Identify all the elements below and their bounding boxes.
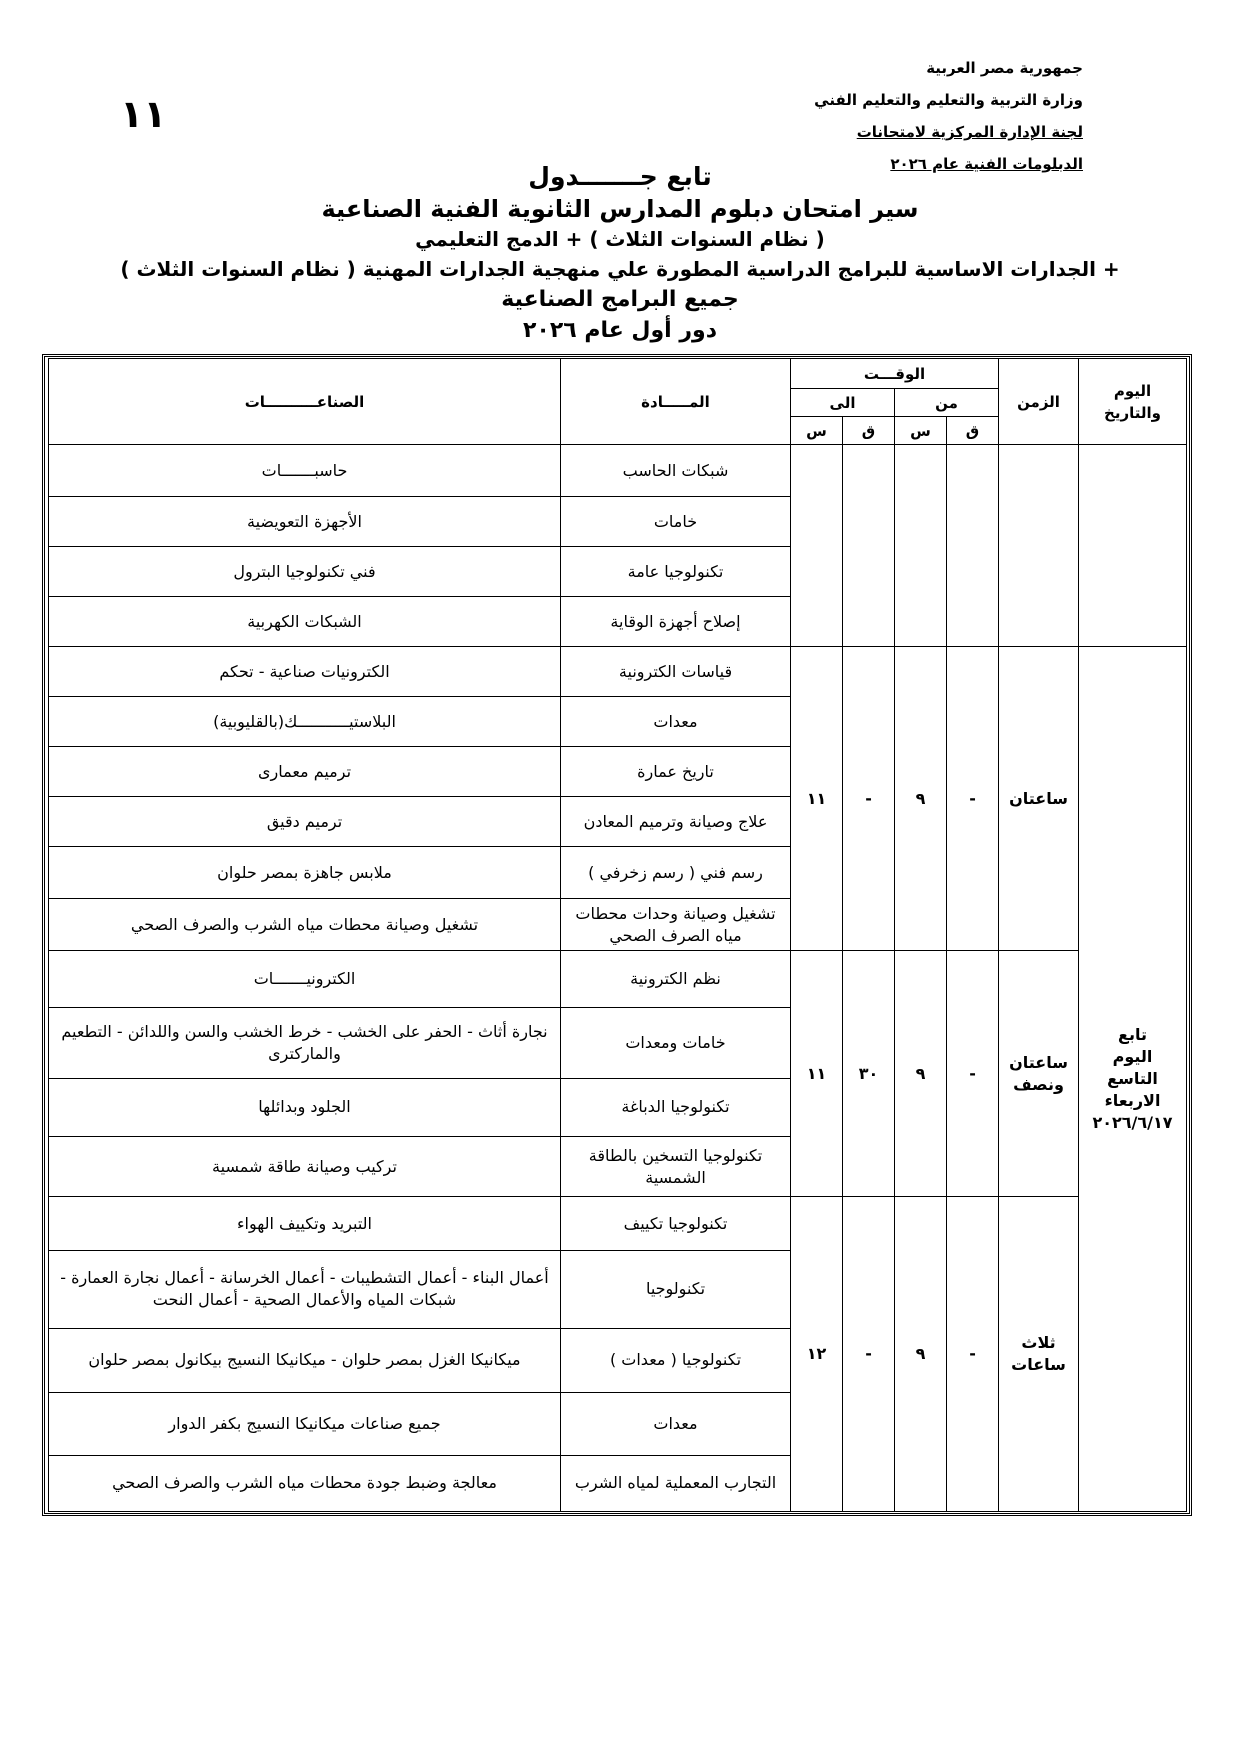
day-date-cell [1079,647,1187,1512]
industry-cell: الأجهزة التعويضية [49,497,561,547]
subject-cell: معدات [561,697,791,747]
subject-cell: تكنولوجيا ( معدات ) [561,1328,791,1393]
subject-cell: التجارب المعملية لمياه الشرب [561,1455,791,1511]
subject-cell: تكنولوجيا عامة [561,547,791,597]
subject-cell: نظم الكترونية [561,951,791,1007]
subject-cell: شبكات الحاسب [561,445,791,497]
subject-cell: تكنولوجيا التسخين بالطاقة الشمسية [561,1136,791,1196]
day-cell-continued [1079,445,1187,647]
to-hour: ١١ [791,951,843,1197]
subject-cell: خامات ومعدات [561,1007,791,1078]
industry-cell: الشبكات الكهربية [49,597,561,647]
industry-cell: الكترونيات صناعية - تحكم [49,647,561,697]
subject-cell: قياسات الكترونية [561,647,791,697]
to-minute: - [843,647,895,951]
subject-cell: رسم فني ( رسم زخرفي ) [561,847,791,899]
header-time: الوقـــت [791,359,999,389]
to-hour [791,445,843,647]
header-to-minute: ق [843,417,895,445]
subject-cell: تكنولوجيا الدباغة [561,1078,791,1136]
header-to: الى [791,389,895,417]
subject-cell: علاج وصيانة وترميم المعادن [561,797,791,847]
industry-cell: جميع صناعات ميكانيكا النسيج بكفر الدوار [49,1393,561,1456]
to-minute [843,445,895,647]
subject-cell: خامات [561,497,791,547]
subject-cell: إصلاح أجهزة الوقاية [561,597,791,647]
from-minute [947,445,999,647]
title-line-2: سير امتحان دبلوم المدارس الثانوية الفنية الصناعية [321,195,919,223]
subject-cell: تكنولوجيا [561,1251,791,1328]
industry-cell: ملابس جاهزة بمصر حلوان [49,847,561,899]
industry-cell: الجلود وبدائلها [49,1078,561,1136]
industry-cell: فني تكنولوجيا البترول [49,547,561,597]
country-name: جمهورية مصر العربية [926,59,1083,77]
header-from-minute: ق [947,417,999,445]
from-minute: - [947,1197,999,1512]
subject-cell: معدات [561,1393,791,1456]
day-line-1: تابع [1118,1025,1147,1045]
to-hour: ١٢ [791,1197,843,1512]
to-minute: - [843,1197,895,1512]
industry-cell: ميكانيكا الغزل بمصر حلوان - ميكانيكا النسيج بيكانول بمصر حلوان [49,1328,561,1393]
header-from-hour: س [895,417,947,445]
industry-cell: تشغيل وصيانة محطات مياه الشرب والصرف الصحي [49,899,561,951]
title-line-1: تابع جـــــــدول [528,162,712,191]
exam-schedule-table [48,358,1187,1512]
from-hour: ٩ [895,1197,947,1512]
to-minute: ٣٠ [843,951,895,1197]
document-titles [100,160,1140,346]
header-from: من [895,389,999,417]
duration-cell: ثلاث ساعات [999,1197,1079,1512]
industry-cell: التبريد وتكييف الهواء [49,1197,561,1251]
page-number: ١١ [120,92,167,136]
title-line-3: ( نظام السنوات الثلاث ) + الدمج التعليمي [415,227,825,251]
header-subject: المـــــادة [561,359,791,445]
duration-cell: ساعتان [999,647,1079,951]
subject-cell: تشغيل وصيانة وحدات محطات مياه الصرف الصحي [561,899,791,951]
title-line-5: جميع البرامج الصناعية [501,287,739,312]
from-hour [895,445,947,647]
industry-cell: البلاستيـــــــــــك(بالقليوبية) [49,697,561,747]
day-line-4: الاربعاء [1104,1091,1161,1111]
header-day-date: اليوم والتاريخ [1079,359,1187,445]
day-line-3: التاسع [1107,1069,1158,1089]
duration-cell: ساعتان ونصف [999,951,1079,1197]
from-hour: ٩ [895,951,947,1197]
duration-cell [999,445,1079,647]
industry-cell: حاسبـــــــات [49,445,561,497]
from-hour: ٩ [895,647,947,951]
from-minute: - [947,951,999,1197]
industry-cell: تركيب وصيانة طاقة شمسية [49,1136,561,1196]
committee-name: لجنة الإدارة المركزية لامتحانات [856,123,1083,141]
day-date: ٢٠٢٦/٦/١٧ [1092,1113,1173,1133]
industry-cell: معالجة وضبط جودة محطات مياه الشرب والصرف الصحي [49,1455,561,1511]
industry-cell: أعمال البناء - أعمال التشطيبات - أعمال الخرسانة - أعمال نجارة العمارة - شبكات المياه والأعمال الصحية - أعمال النحت [49,1251,561,1328]
header-duration: الزمن [999,359,1079,445]
day-line-2: اليوم [1112,1047,1153,1067]
diplomas-year: الدبلومات الفنية عام ٢٠٢٦ [890,155,1083,173]
title-line-4: + الجدارات الاساسية للبرامج الدراسية المطورة علي منهجية الجدارات المهنية ( نظام السنوات الثلاث ) [120,257,1120,281]
industry-cell: نجارة أثاث - الحفر على الخشب - خرط الخشب والسن واللدائن - التطعيم والماركترى [49,1007,561,1078]
title-line-6: دور أول عام ٢٠٢٦ [522,318,718,343]
to-hour: ١١ [791,647,843,951]
ministry-name: وزارة التربية والتعليم والتعليم الفني [814,91,1083,109]
header-to-hour: س [791,417,843,445]
from-minute: - [947,647,999,951]
header-industries: الصناعــــــــــات [49,359,561,445]
subject-cell: تكنولوجيا تكييف [561,1197,791,1251]
industry-cell: الكترونيـــــــات [49,951,561,1007]
industry-cell: ترميم معمارى [49,747,561,797]
subject-cell: تاريخ عمارة [561,747,791,797]
industry-cell: ترميم دقيق [49,797,561,847]
